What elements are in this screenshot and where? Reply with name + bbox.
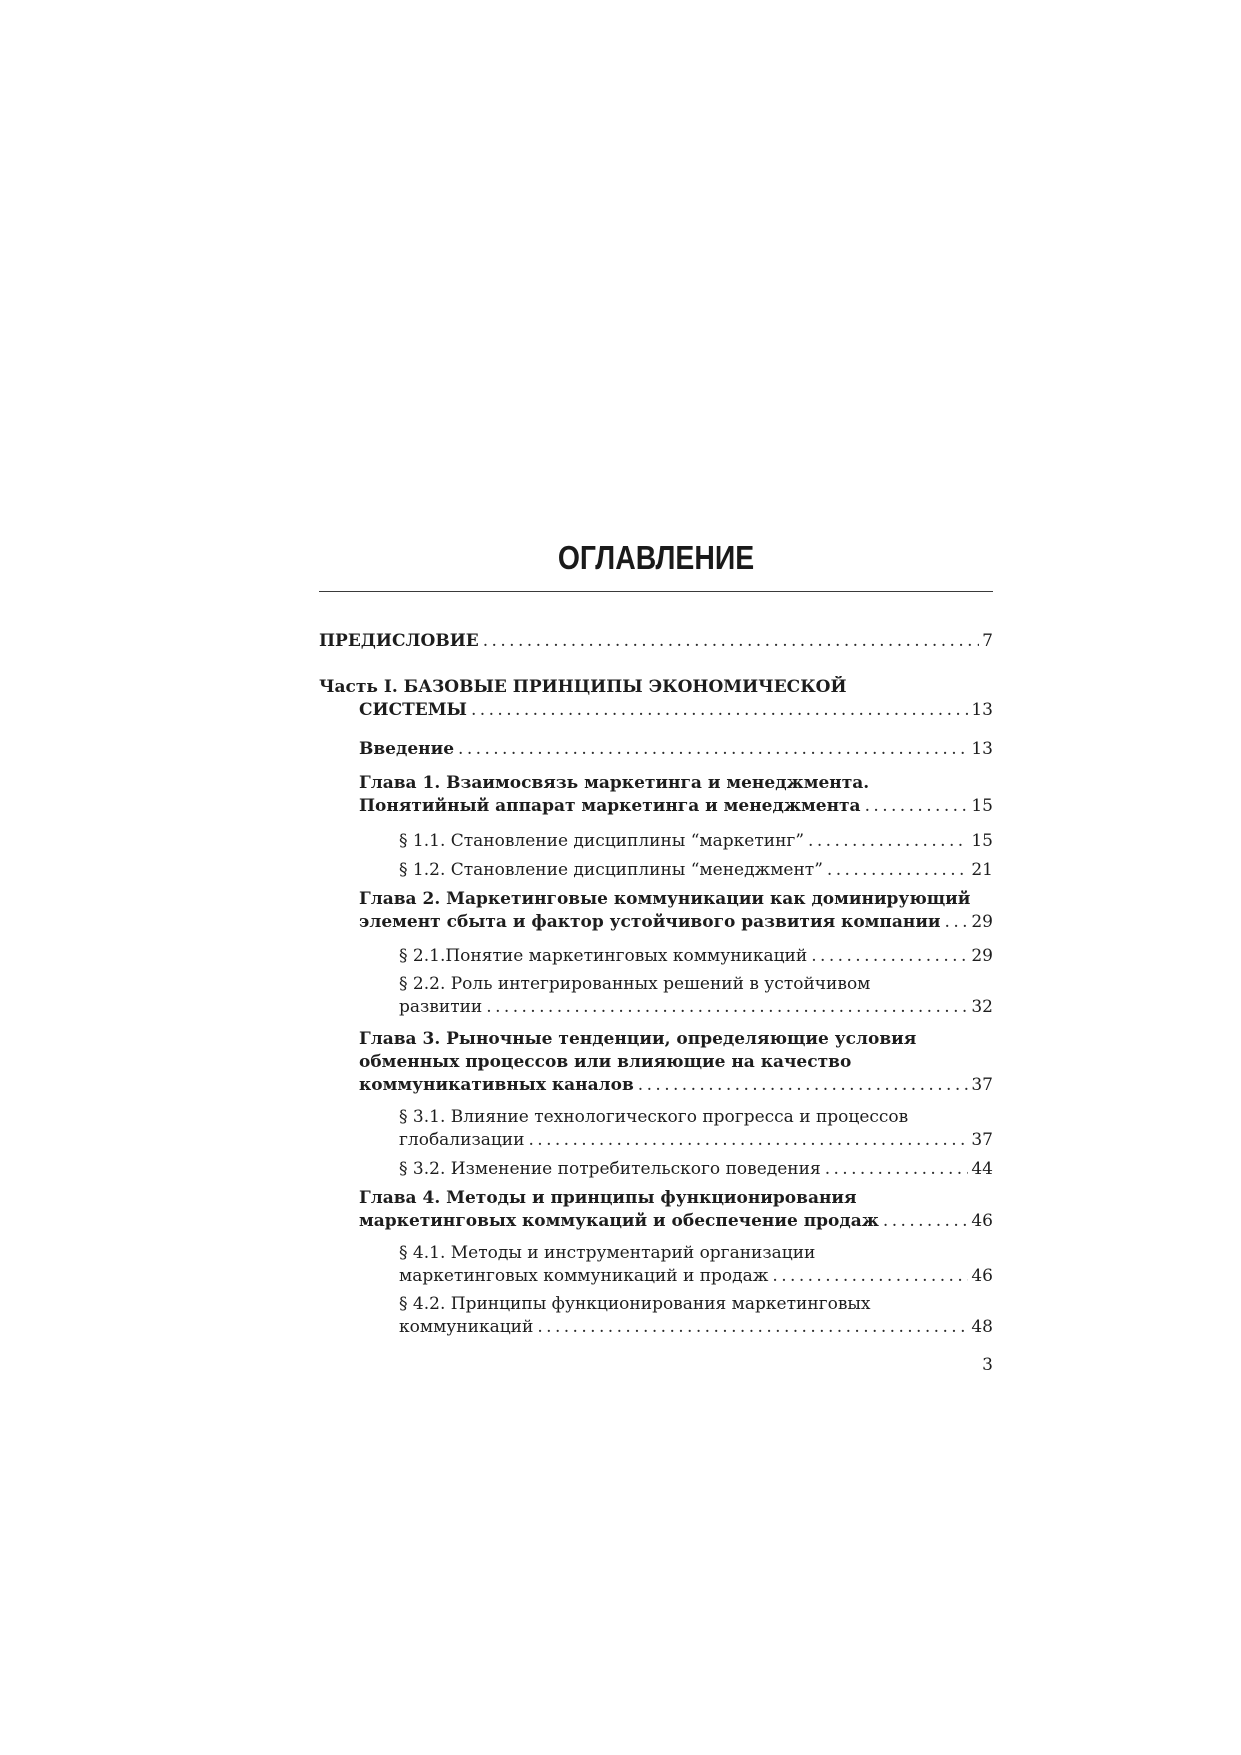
entry-label-line-1: § 3.1. Влияние технологического прогресса и процессов	[399, 1107, 909, 1127]
entry-label-line-2: Понятийный аппарат маркетинга и менеджмента	[359, 796, 861, 816]
entry-page: 29	[971, 912, 993, 932]
entry-label-line-1: § 2.2. Роль интегрированных решений в устойчивом	[399, 974, 871, 994]
entry-page: 15	[971, 831, 993, 851]
entry-label-line-2: развитии	[399, 997, 483, 1017]
entry-page: 37	[971, 1130, 993, 1150]
leader-dots	[945, 911, 969, 934]
toc-entry-section-1-2[interactable]	[399, 859, 993, 882]
leader-dots	[537, 1316, 968, 1339]
entry-page: 15	[971, 796, 993, 816]
toc-entry-chapter-2[interactable]	[359, 888, 993, 934]
entry-label: § 1.1. Становление дисциплины “маркетинг”	[399, 831, 805, 851]
toc-entry-section-4-2[interactable]	[399, 1293, 993, 1339]
leader-dots	[808, 830, 968, 853]
leader-dots	[772, 1265, 968, 1288]
toc-entry-section-3-1[interactable]	[399, 1106, 993, 1152]
entry-label-line-3: коммуникативных каналов	[359, 1075, 634, 1095]
leader-dots	[825, 1158, 969, 1181]
toc-entry-chapter-3[interactable]	[359, 1028, 993, 1097]
leader-dots	[827, 859, 968, 882]
entry-label: ПРЕДИСЛОВИЕ	[319, 631, 479, 651]
entry-page: 48	[971, 1317, 993, 1337]
entry-label-line-1: § 4.2. Принципы функционирования маркетинговых	[399, 1294, 871, 1314]
entry-label-line-1: Глава 2. Маркетинговые коммуникации как доминирующий	[359, 889, 971, 909]
entry-page: 32	[971, 997, 993, 1017]
leader-dots	[811, 945, 968, 968]
entry-page: 21	[971, 860, 993, 880]
entry-page: 46	[971, 1266, 993, 1286]
toc-entry-section-2-2[interactable]	[399, 973, 993, 1019]
toc-entry-section-3-2[interactable]	[399, 1158, 993, 1181]
entry-label-line-1: Глава 4. Методы и принципы функционирования	[359, 1188, 857, 1208]
entry-label-line-2: коммуникаций	[399, 1317, 534, 1337]
toc-entry-section-4-1[interactable]	[399, 1242, 993, 1288]
entry-label-line-1: Часть I. БАЗОВЫЕ ПРИНЦИПЫ ЭКОНОМИЧЕСКОЙ	[319, 677, 847, 697]
entry-page: 7	[982, 631, 993, 651]
toc-entry-chapter-1[interactable]	[359, 772, 993, 818]
entry-label: § 1.2. Становление дисциплины “менеджмент”	[399, 860, 823, 880]
leader-dots	[458, 738, 968, 761]
entry-label: § 2.1.Понятие маркетинговых коммуникаций	[399, 946, 808, 966]
entry-label-line-2: элемент сбыта и фактор устойчивого развития компании	[359, 912, 941, 932]
toc-entry-part-1[interactable]	[319, 676, 993, 722]
entry-label-line-2: обменных процессов или влияющие на качество	[359, 1052, 852, 1072]
leader-dots	[883, 1210, 968, 1233]
toc-page	[319, 535, 993, 1375]
leader-dots	[865, 795, 969, 818]
leader-dots	[483, 630, 979, 653]
leader-dots	[471, 699, 968, 722]
entry-page: 13	[971, 739, 993, 759]
entry-page: 29	[971, 946, 993, 966]
entry-page: 37	[971, 1075, 993, 1095]
toc-entry-intro[interactable]	[359, 738, 993, 761]
entry-label: Введение	[359, 739, 455, 759]
entry-label-line-1: § 4.1. Методы и инструментарий организации	[399, 1243, 816, 1263]
entry-label-line-2: маркетинговых коммукаций и обеспечение продаж	[359, 1211, 879, 1231]
leader-dots	[528, 1129, 968, 1152]
entry-page: 44	[971, 1159, 993, 1179]
leader-dots	[638, 1074, 969, 1097]
page-number: 3	[982, 1355, 993, 1375]
entry-label-line-2: глобализации	[399, 1130, 525, 1150]
entry-label-line-2: СИСТЕМЫ	[359, 700, 467, 720]
toc-title: ОГЛАВЛЕНИЕ	[557, 539, 755, 576]
entry-label-line-2: маркетинговых коммуникаций и продаж	[399, 1266, 769, 1286]
title-divider	[319, 591, 993, 592]
leader-dots	[486, 996, 968, 1019]
entry-page: 46	[971, 1211, 993, 1231]
toc-entry-section-1-1[interactable]	[399, 830, 993, 853]
toc-entry-section-2-1[interactable]	[399, 945, 993, 968]
entry-page: 13	[971, 700, 993, 720]
entry-label-line-1: Глава 1. Взаимосвязь маркетинга и менеджмента.	[359, 773, 870, 793]
entry-label: § 3.2. Изменение потребительского поведения	[399, 1159, 821, 1179]
entry-label-line-1: Глава 3. Рыночные тенденции, определяющие условия	[359, 1029, 917, 1049]
toc-entry-chapter-4[interactable]	[359, 1187, 993, 1233]
toc-entry-preface[interactable]	[319, 630, 993, 653]
